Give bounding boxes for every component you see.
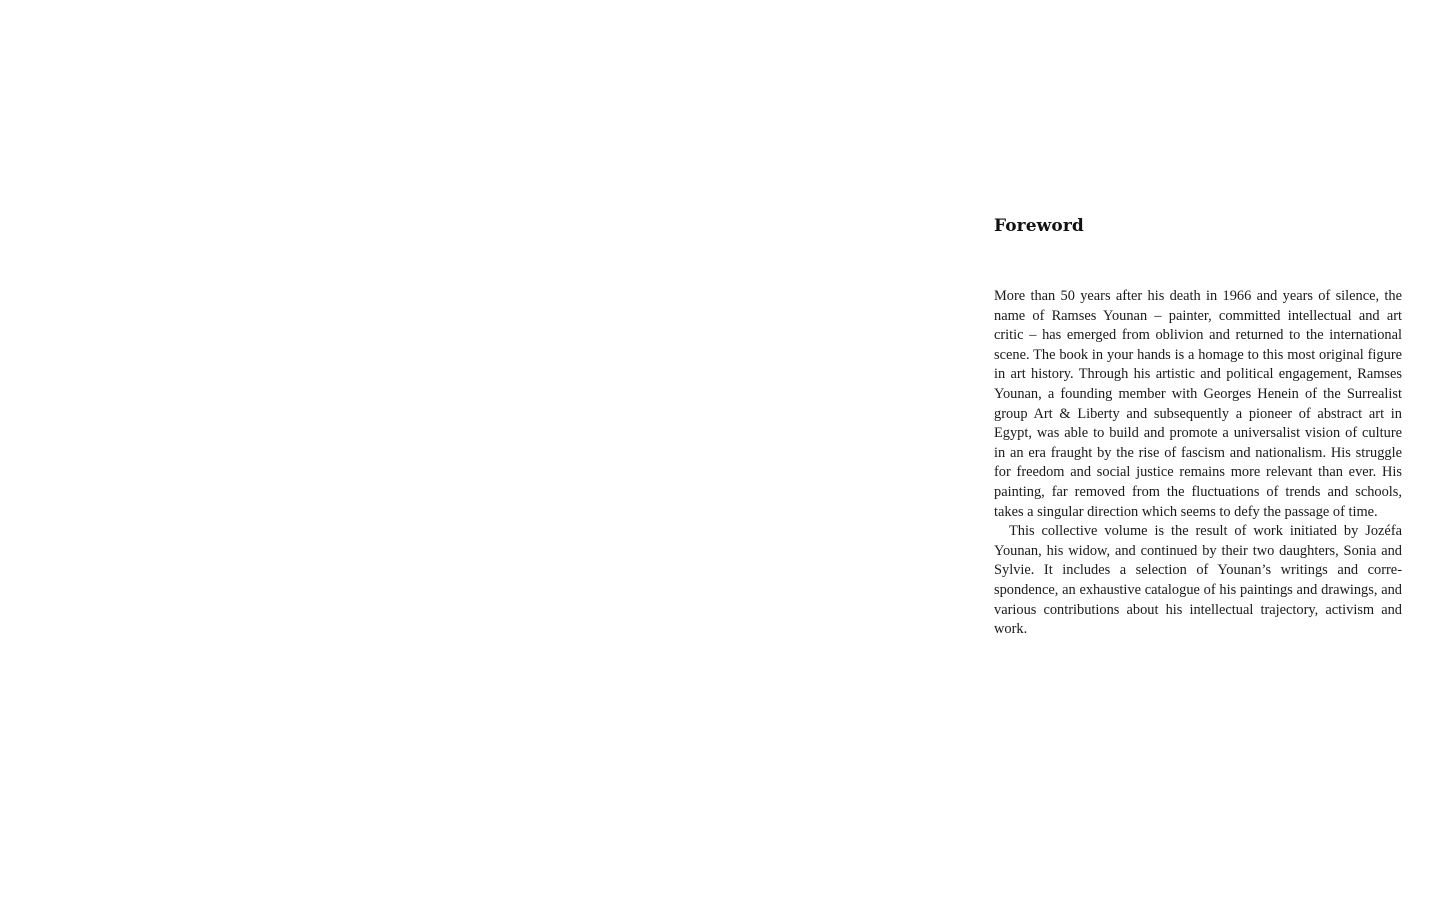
right-page bbox=[723, 0, 1446, 904]
foreword-paragraph-1: More than 50 years after his death in 1966 and years of silence, the name of Ramses Younan – painter, committed intellectual and art critic – has emerged from oblivion and returned to the international scene. The book in your hands is a homage to this most original figure in art history. Through his artistic and political engagement, Ramses Younan, a founding member with Georges Henein of the Surrealist group Art & Liberty and subsequently a pioneer of abstract art in Egypt, was able to build and promote a universalist vision of culture in an era fraught by the rise of fascism and nationalism. His struggle for freedom and social justice remains more relevant than ever. His painting, far removed from the fluctuations of trends and schools, takes a singular direction which seems to defy the passage of time. bbox=[994, 288, 1402, 520]
foreword-paragraph-2: This collective volume is the result of work initiated by Jozéfa Younan, his widow, and continued by their two daughters, Sonia and Sylvie. It includes a selection of Younan’s writings and correspondence, an exhaustive catalogue of his paintings and drawings, and various contributions about his intellectual trajectory, activism and work. bbox=[994, 523, 1402, 638]
foreword-heading: Foreword bbox=[994, 216, 1084, 236]
foreword-body bbox=[994, 287, 1402, 640]
